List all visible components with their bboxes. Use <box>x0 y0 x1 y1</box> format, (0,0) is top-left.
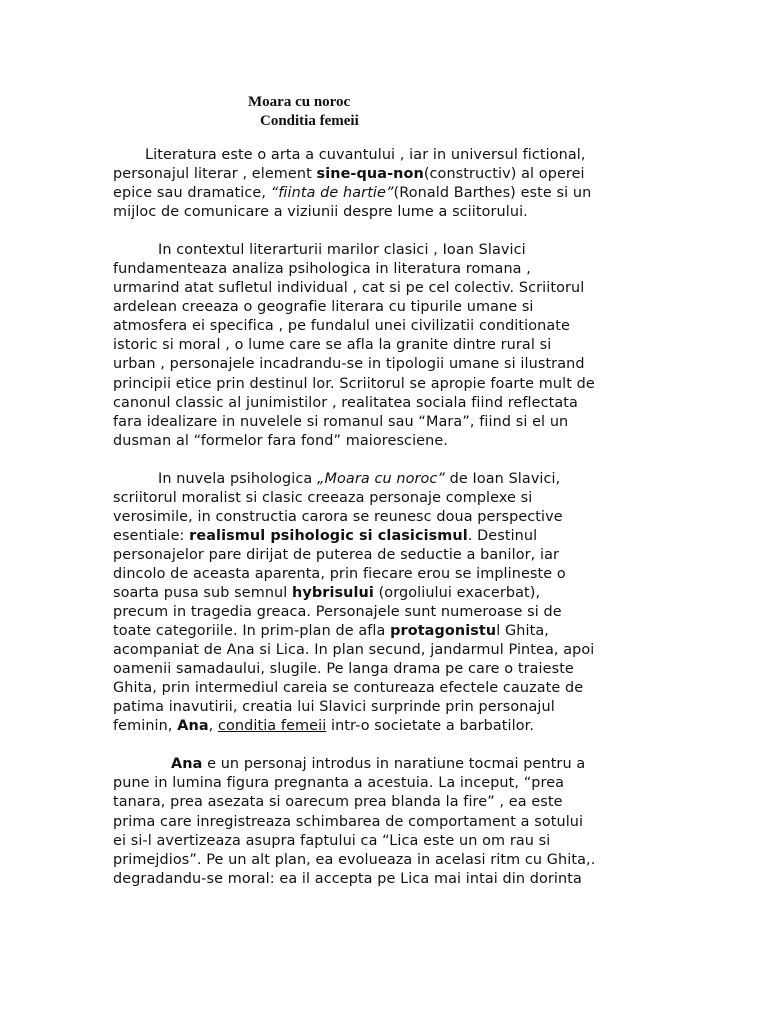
p3-line-9-rest: l Ghita, <box>496 623 549 640</box>
p3-italic-title: „Moara cu noroc” <box>316 470 445 487</box>
p2-line-5: atmosfera ei specifica , pe fundalul unei civilizatii conditionate <box>113 318 570 335</box>
p2-line-6: istoric si moral , o lume care se afla la granite dintre rural si <box>113 337 552 354</box>
p3-line-4-text: esentiale: <box>113 527 190 544</box>
p3-bold-protagonist: protagonistu <box>390 623 497 640</box>
p1-line-3-rest: (Ronald Barthes) este si un <box>393 185 592 202</box>
p2-line-10: fara idealizare in nuvelele si romanul sau “Mara”, fiind si el un <box>113 413 569 430</box>
p2-line-4: ardelean creeaza o geografie literara cu tipurile umane si <box>113 299 534 316</box>
p4-bold-ana: Ana <box>171 756 203 773</box>
paragraph-3 <box>113 470 655 737</box>
p4-line-2: pune in lumina figura pregnanta a acestuia. La inceput, “prea <box>113 775 565 792</box>
p3-line-1-text: In nuvela psihologica <box>158 470 317 487</box>
p1-italic-quote: “fiinta de hartie” <box>270 185 394 202</box>
p3-line-11: oamenii samadaului, slugile. Pe langa drama pe care o traieste <box>113 661 574 678</box>
p3-line-13: patima inavutirii, creatia lui Slavici surprinde prin personajul <box>113 699 555 716</box>
p4-line-4: prima care inregistreaza schimbarea de comportament a sotului <box>113 813 584 830</box>
p3-bold-ana: Ana <box>177 718 209 735</box>
p1-line-2 <box>113 165 655 184</box>
paragraph-2 <box>113 241 655 451</box>
p3-line-2: scriitorul moralist si clasic creeaza personaje complexe si <box>113 489 533 506</box>
p1-bold-term: sine-qua-non <box>316 166 424 183</box>
p3-line-7 <box>113 584 655 603</box>
p3-line-8: precum in tragedia greaca. Personajele sunt numeroase si de <box>113 604 562 621</box>
p2-line-7: urban , personajele incadrandu-se in tipologii umane si ilustrand <box>113 356 585 373</box>
p2-line-9: canonul classic al junimistilor , realitatea sociala fiind reflectata <box>113 394 578 411</box>
p3-line-14-text: feminin, <box>113 718 178 735</box>
p2-line-1: In contextul literarturii marilor clasici , Ioan Slavici <box>158 242 526 259</box>
p3-line-14-comma: , <box>208 718 218 735</box>
p2-line-11: dusman al “formelor fara fond” maioresciene. <box>113 432 448 449</box>
p3-line-7-text: soarta pusa sub semnul <box>113 584 293 601</box>
p3-line-4-rest: . Destinul <box>467 527 538 544</box>
p3-line-10: acompaniat de Ana si Lica. In plan secund, jandarmul Pintea, apoi <box>113 642 595 659</box>
p4-line-5: ei si-l avertizeaza asupra faptului ca “Lica este un om rau si <box>113 832 551 849</box>
p3-bold-term: realismul psihologic si clasicismul <box>189 527 468 544</box>
p1-line-2-text: personajul literar , element <box>113 166 317 183</box>
p1-line-1: Literatura este o arta a cuvantului , iar in universul fictional, <box>145 147 586 163</box>
p3-line-3: verosimile, in constructia carora se reunesc doua perspective <box>113 508 563 525</box>
title-line-2: Conditia femeii <box>260 113 359 129</box>
p3-line-9 <box>113 622 655 641</box>
p2-line-2: fundamenteaza analiza psihologica in literatura romana , <box>113 261 531 278</box>
p4-line-3: tanara, prea asezata si oarecum prea blanda la fire” , ea este <box>113 794 563 811</box>
document-body <box>113 146 655 908</box>
p2-line-3: urmarind atat sufletul individual , cat si pe cel colectiv. Scriitorul <box>113 280 585 297</box>
p1-line-3 <box>113 184 655 203</box>
paragraph-4 <box>113 755 655 888</box>
p3-line-7-rest: (orgoliului exacerbat), <box>373 584 541 601</box>
p4-line-7: degradandu-se moral: ea il accepta pe Lica mai intai din dorinta <box>113 870 582 887</box>
p3-line-14-rest: intr-o societate a barbatilor. <box>326 718 534 735</box>
p3-line-1 <box>113 470 655 489</box>
title-line-1: Moara cu noroc <box>248 94 351 110</box>
p3-line-9-text: toate categoriile. In prim-plan de afla <box>113 623 391 640</box>
p3-underlined-term: conditia femeii <box>218 718 327 735</box>
p4-line-1-rest: e un personaj introdus in naratiune tocmai pentru a <box>202 756 586 773</box>
p3-line-4 <box>113 527 655 546</box>
p3-line-12: Ghita, prin intermediul careia se contureaza efectele cauzate de <box>113 680 584 697</box>
p1-line-3-text: epice sau dramatice, <box>113 185 271 202</box>
p3-line-1-rest: de Ioan Slavici, <box>444 470 561 487</box>
p1-line-4: mijloc de comunicare a viziunii despre lume a sciitorului. <box>113 204 528 221</box>
document-title <box>248 93 359 131</box>
p1-line-2-rest: (constructiv) al operei <box>423 166 585 183</box>
p3-bold-hybris: hybrisului <box>292 584 374 601</box>
p3-line-14 <box>113 717 655 736</box>
p2-line-8: principii etice prin destinul lor. Scriitorul se apropie foarte mult de <box>113 375 595 392</box>
p3-line-5: personajelor pare dirijat de puterea de seductie a banilor, iar <box>113 546 560 563</box>
p4-line-6: primejdios”. Pe un alt plan, ea evolueaza in acelasi ritm cu Ghita,. <box>113 851 596 868</box>
p4-line-1 <box>113 755 655 774</box>
p3-line-6: dincolo de aceasta aparenta, prin fiecare erou se implineste o <box>113 565 566 582</box>
paragraph-1 <box>113 146 655 222</box>
